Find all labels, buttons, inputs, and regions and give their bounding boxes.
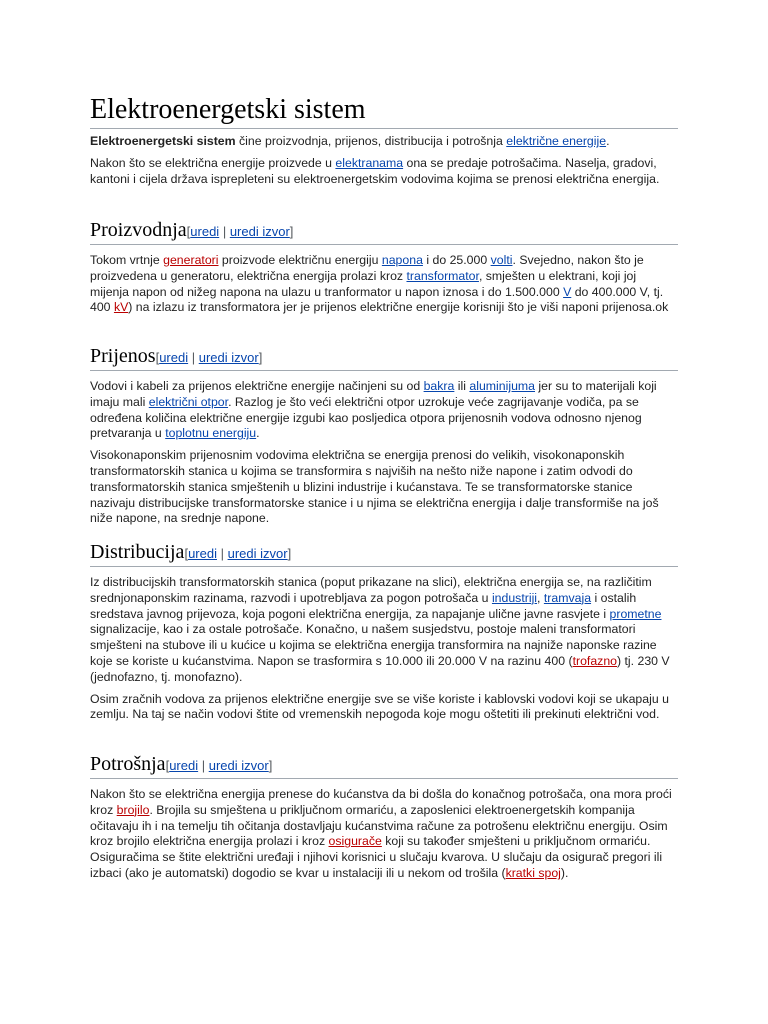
link-napona[interactable]: napona xyxy=(381,253,423,267)
text: ) tj. 230 V (jednofazno, tj. monofazno). xyxy=(90,653,670,684)
edit-source-link[interactable]: uredi izvor xyxy=(227,546,288,561)
intro-bold-term: Elektroenergetski sistem xyxy=(90,134,236,148)
link-aluminijuma[interactable]: aluminijuma xyxy=(469,379,536,393)
edit-link[interactable]: uredi xyxy=(159,350,189,365)
bracket: [ xyxy=(184,546,189,561)
paragraph: Osim zračnih vodova za prijenos električne energije sve se više koriste i kablovski vodovi koji se ukapaju u zemlju. Na taj se način vodovi štite od vremenskih nepogoda koje mogu oštetiti ili prekinuti električni vod. xyxy=(90,691,669,722)
separator: | xyxy=(198,758,209,773)
intro-paragraph-1 xyxy=(90,134,678,150)
edit-link[interactable]: uredi xyxy=(188,546,217,561)
heading-text: Prijenos xyxy=(90,345,156,367)
section-heading xyxy=(90,344,678,371)
edit-source-link[interactable]: uredi izvor xyxy=(198,350,259,365)
text: ili xyxy=(454,379,470,393)
bracket: ] xyxy=(268,758,273,773)
edit-links xyxy=(187,224,294,239)
text: , smješten u elektrani, koji joj mijenja napon od nižeg napona na ulazu u tranformator u napon iznosa i do 1.500.000 xyxy=(90,268,637,299)
page-title: Elektroenergetski sistem xyxy=(90,94,678,129)
intro-paragraph-2 xyxy=(90,156,678,188)
heading-text: Potrošnja xyxy=(90,753,166,775)
intro-section xyxy=(90,134,678,187)
section-potrosnja xyxy=(90,752,678,882)
text: Iz distribucijskih transformatorskih stanica (poput prikazane na slici), električna energija se, na različitim srednjonaponskim razinama, razvodi i upotrebljava za pogon potrošača u xyxy=(90,575,652,605)
text: . Razlog je što veći električni otpor uzrokuje veće zagrijavanje vodiča, pa se određena količina električne energije izgubi kao posljedica otpora prijenosnih vodova odnosno njenog pretvaranja u xyxy=(90,394,642,441)
link-kv[interactable]: kV xyxy=(113,300,129,315)
bracket: [ xyxy=(165,758,170,773)
paragraph xyxy=(90,575,678,686)
separator: | xyxy=(188,350,199,365)
text: koji su također smješteni u priključnom ormariću. Osiguračima se štite električni uređaji i njihovi korisnici u slučaju kvarova. U slučaju da osigurač pregori ili izbaci (ako je automatski) dogodio se kvar u instalaciji ili u nekom od trošila ( xyxy=(90,834,663,880)
intro-text: Nakon što se električna energije proizvede u xyxy=(90,155,336,170)
text: Vodovi i kabeli za prijenos električne energije načinjeni su od xyxy=(90,379,424,393)
link-trofazno[interactable]: trofazno xyxy=(572,653,617,668)
text: . xyxy=(256,426,260,441)
link-industriji[interactable]: industriji xyxy=(491,590,538,605)
link-prometne[interactable]: prometne xyxy=(609,606,662,621)
link-transformator[interactable]: transformator xyxy=(406,268,479,283)
section-heading xyxy=(90,540,678,567)
link-volti[interactable]: volti xyxy=(490,253,513,267)
text: ) na izlazu iz transformatora jer je prijenos električne energije korisniji što je viši naponi prijenosa.ok xyxy=(128,300,669,315)
link-elektricne-energije[interactable]: električne energije xyxy=(506,134,607,148)
link-bakra[interactable]: bakra xyxy=(423,379,455,393)
text: proizvode električnu energiju xyxy=(218,253,382,267)
text: jer su to materijali koji imaju mali xyxy=(90,379,657,409)
edit-links xyxy=(166,758,273,773)
text: Nakon što se električna energija prenese do kućanstva da bi došla do konačnog potrošača, ona mora proći kroz xyxy=(90,787,672,817)
paragraph xyxy=(90,379,678,442)
paragraph xyxy=(90,787,678,882)
text: Tokom vrtnje xyxy=(90,253,164,267)
bracket: [ xyxy=(186,224,191,239)
text: , xyxy=(537,590,544,605)
bracket: ] xyxy=(289,224,294,239)
link-elektricni-otpor[interactable]: električni otpor xyxy=(148,394,229,409)
edit-source-link[interactable]: uredi izvor xyxy=(229,224,290,239)
separator: | xyxy=(219,224,230,239)
section-proizvodnja xyxy=(90,218,678,316)
section-heading xyxy=(90,218,678,245)
heading-text: Distribucija xyxy=(90,541,185,563)
separator: | xyxy=(216,546,228,561)
link-elektranama[interactable]: elektranama xyxy=(335,155,404,170)
paragraph: Visokonaponskim prijenosnim vodovima električna se energija prenosi do velikih, visokonaponskih transformatorskih stanica u kojima se transformira s najviših na nešto niže napone i zatim odvodi do transformatorskih stanica smještenih u blizini industrije i kućanstava. Te se transformatorske stanice nazivaju distribucijske transformatorske stanice i u njima se električna energija i dalje transformiše na još niže napone, na srednje napone. xyxy=(90,448,659,526)
intro-text: . xyxy=(606,134,610,148)
link-brojilo[interactable]: brojilo xyxy=(116,802,150,817)
bracket: ] xyxy=(287,546,292,561)
section-distribucija xyxy=(90,540,678,723)
link-tramvaja[interactable]: tramvaja xyxy=(543,590,592,605)
link-toplotnu-energiju[interactable]: toplotnu energiju xyxy=(165,426,257,441)
paragraph xyxy=(90,253,678,316)
link-v[interactable]: V xyxy=(563,284,572,299)
link-kratki-spoj[interactable]: kratki spoj xyxy=(505,865,561,880)
section-heading xyxy=(90,752,678,779)
bracket: [ xyxy=(155,350,160,365)
text: do 400.000 V, tj. 400 xyxy=(90,284,664,315)
text: i ostalih sredstava javnog prijevoza, koja pogoni električna energija, za napajanje ulične javne rasvjete i xyxy=(90,590,637,621)
intro-text: čine proizvodnja, prijenos, distribucija i potrošnja xyxy=(235,134,507,148)
link-generatori[interactable]: generatori xyxy=(163,253,219,267)
text: signalizacije, kao i za ostale potrošače. Konačno, u našem susjedstvu, postoje maleni transformatori smješteni na stubove ili u kućice u kojima se električna energija transformira na najniže naponske razine koje se koriste u kućanstvima. Napon se trasformira s 10.000 ili 20.000 V na razinu 400 ( xyxy=(90,622,657,668)
edit-links xyxy=(156,350,263,365)
bracket: ] xyxy=(258,350,263,365)
edit-source-link[interactable]: uredi izvor xyxy=(208,758,269,773)
text: ). xyxy=(560,865,569,880)
edit-links xyxy=(184,546,291,561)
link-osiguraci[interactable]: osigurače xyxy=(328,834,382,849)
intro-text: ona se predaje potrošačima. Naselja, gradovi, kantoni i cijela država isprepleteni su elektroenergetskim vodovima kojima se prenosi električna energija. xyxy=(90,155,660,186)
edit-link[interactable]: uredi xyxy=(190,224,220,239)
text: i do 25.000 xyxy=(422,253,491,267)
heading-text: Proizvodnja xyxy=(90,219,187,241)
section-prijenos xyxy=(90,344,678,527)
edit-link[interactable]: uredi xyxy=(169,758,199,773)
text: . Svejedno, nakon što je proizvedena u generatoru, električna energija prolazi kroz xyxy=(90,253,644,283)
text: . Brojila su smještena u priključnom ormariću, a zaposlenici elektroenergetskih kompanija očitavaju ih i na temelju tih očitanja dostavljaju kućanstvima račune za potrošenu električnu energiju. Osim kroz brojilo električna energija prolazi i kroz xyxy=(90,802,668,849)
